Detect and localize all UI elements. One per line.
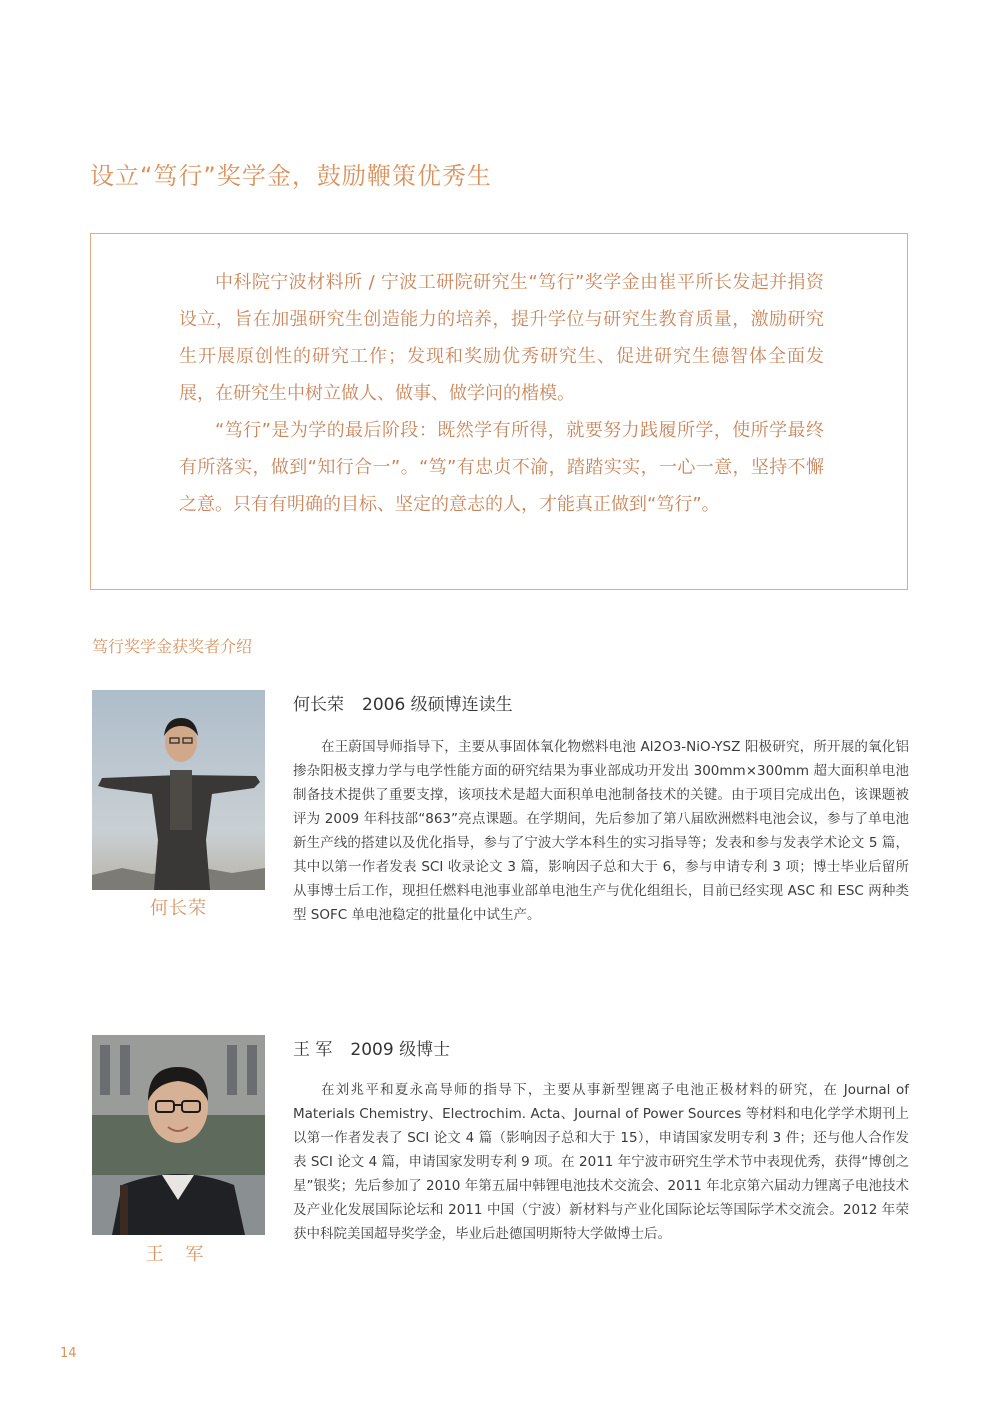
awardee-bio-2 xyxy=(293,1078,909,1246)
intro-box xyxy=(90,233,908,590)
awardee-photo-1 xyxy=(92,690,265,890)
page-title: 设立“笃行”奖学金，鼓励鞭策优秀生 xyxy=(90,162,492,190)
page-number: 14 xyxy=(60,1346,77,1361)
awardee-name-1: 何长荣 xyxy=(293,695,344,715)
awardee-bio-1 xyxy=(293,735,909,927)
awardee-bio-text-2: 在刘兆平和夏永高导师的指导下，主要从事新型锂离子电池正极材料的研究，在 Journal of Materials Chemistry、Electrochim. Acta、Journal of Power Sources 等材料和电化学学术期刊上以第一作者发表了 SCI 论文 4 篇（影响因子总和大于 15），申请国家发明专利 3 件；还与他人合作发表 SCI 论文 4 篇，申请国家发明专利 9 项。在 2011 年宁波市研究生学术节中表现优秀，获得“博创之星”银奖；先后参加了 2010 年第五届中韩锂电池技术交流会、2011 年北京第六届动力锂离子电池技术及产业化发展国际论坛和 2011 中国（宁波）新材料与产业化国际论坛等国际学术交流会。2012 年荣获中科院美国超导奖学金，毕业后赴德国明斯特大学做博士后。 xyxy=(293,1082,909,1242)
awardee-caption-2: 王 军 xyxy=(145,1244,212,1265)
intro-paragraph-1: 中科院宁波材料所 / 宁波工研院研究生“笃行”奖学金由崔平所长发起并捐资设立，旨在加强研究生创造能力的培养，提升学位与研究生教育质量，激励研究生开展原创性的研究工作；发现和奖励优秀研究生、促进研究生德智体全面发展，在研究生中树立做人、做事、做学问的楷模。 xyxy=(179,272,824,404)
awardee-caption-1: 何长荣 xyxy=(150,898,207,919)
intro-paragraph-2: “笃行”是为学的最后阶段：既然学有所得，就要努力践履所学，使所学最终有所落实，做到“知行合一”。“笃”有忠贞不渝，踏踏实实，一心一意，坚持不懈之意。只有有明确的目标、坚定的意志的人，才能真正做到“笃行”。 xyxy=(179,420,824,515)
awardee-bio-text-1: 在王蔚国导师指导下，主要从事固体氧化物燃料电池 Al2O3-NiO-YSZ 阳极研究，所开展的氧化铝掺杂阳极支撑力学与电学性能方面的研究结果为事业部成功开发出 300mm×300mm 超大面积单电池制备技术提供了重要支撑，该项技术是超大面积单电池制备技术的关键。由于项目完成出色，该课题被评为 2009 年科技部“863”亮点课题。在学期间，先后参加了第八届欧洲燃料电池会议，参与了单电池新生产线的搭建以及优化指导，参与了宁波大学本科生的实习指导等；发表和参与发表学术论文 5 篇，其中以第一作者发表 SCI 收录论文 3 篇，影响因子总和大于 6，参与申请专利 3 项；博士毕业后留所从事博士后工作，现担任燃料电池事业部单电池生产与优化组组长，目前已经实现 ASC 和 ESC 两种类型 SOFC 单电池稳定的批量化中试生产。 xyxy=(293,739,909,923)
awardee-heading-1 xyxy=(293,690,513,715)
awardee-name-2: 王 军 xyxy=(293,1040,333,1060)
awardee-photo-2 xyxy=(92,1035,265,1235)
awardee-program-1: 2006 级硕博连读生 xyxy=(362,695,513,715)
awardee-heading-2 xyxy=(293,1035,450,1060)
awardee-program-2: 2009 级博士 xyxy=(350,1040,451,1060)
intro-text xyxy=(179,264,824,523)
section-label: 笃行奖学金获奖者介绍 xyxy=(92,637,253,656)
